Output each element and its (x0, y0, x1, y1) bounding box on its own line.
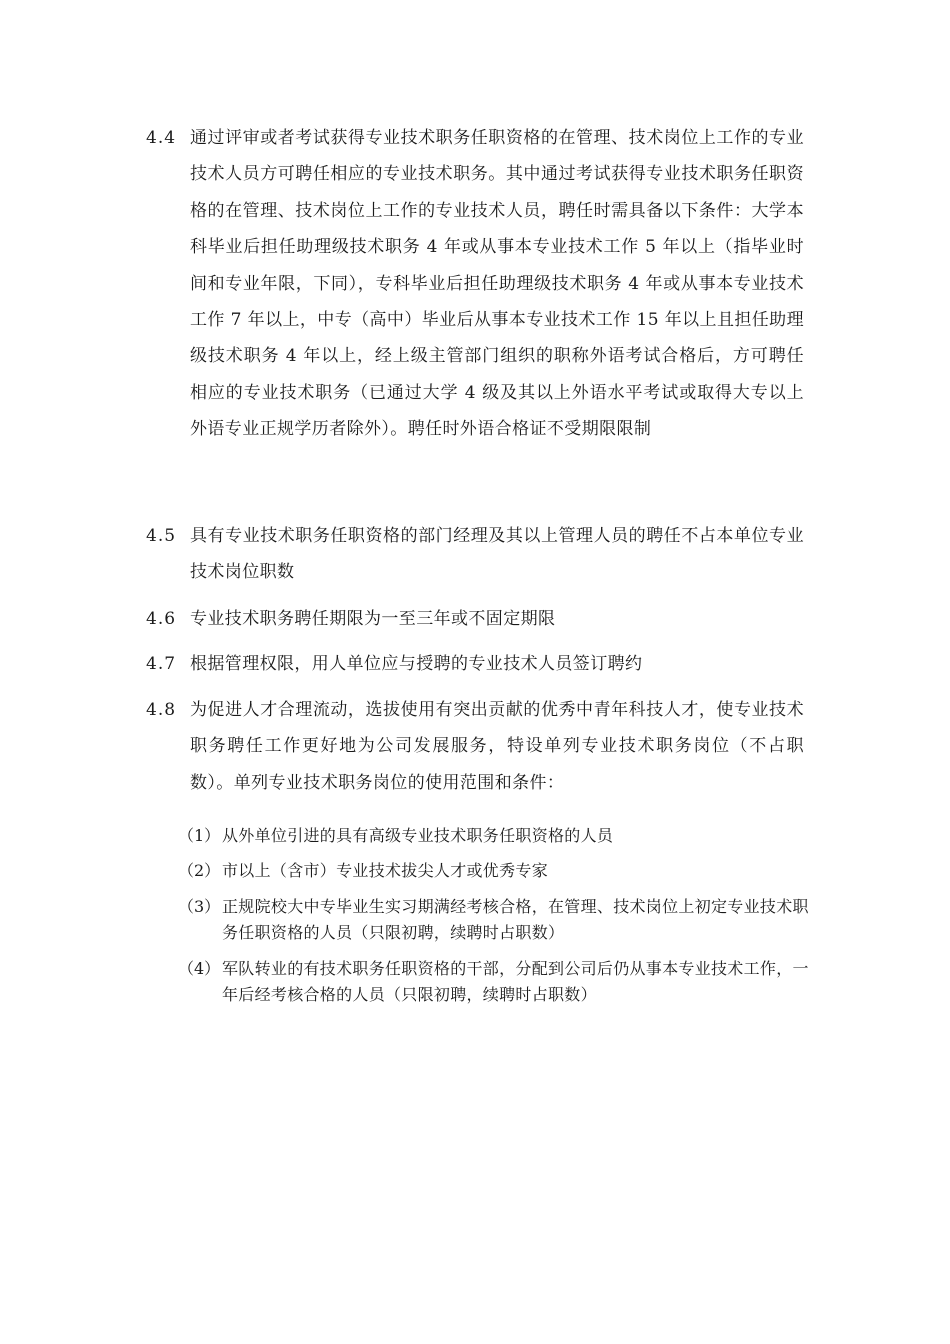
clause-number: 4.6 (146, 609, 177, 629)
sub-item-number: （4） (178, 959, 221, 978)
clause-number: 4.8 (146, 700, 177, 720)
clause-text: 通过评审或者考试获得专业技术职务任职资格的在管理、技术岗位上工作的专业技术人员方可聘任相应的专业技术职务。其中通过考试获得专业技术职务任职资格的在管理、技术岗位上工作的专业技术人员，聘任时需具备以下条件：大学本科毕业后担任助理级技术职务 4 年或从事本专业技术工作 5 年以上（指毕业时间和专业年限，下同），专科毕业后担任助理级技术职务 4 年或从事本专业技术工作 7 年以上，中专（高中）毕业后从事本专业技术工作 15 年以上且担任助理级技术职务 4 年以上，经上级主管部门组织的职称外语考试合格后，方可聘任相应的专业技术职务（已通过大学 4 级及其以上外语水平考试或取得大专以上外语专业正规学历者除外）。聘任时外语合格证不受期限限制 (190, 128, 804, 440)
sub-item-text: 正规院校大中专毕业生实习期满经考核合格，在管理、技术岗位上初定专业技术职务任职资格的人员（只限初聘，续聘时占职数） (222, 897, 809, 942)
sub-item-2 (178, 855, 818, 884)
sub-item-number: （2） (178, 861, 221, 880)
clause-4-5 (146, 518, 816, 591)
clause-number: 4.4 (146, 128, 177, 148)
sub-item-text: 军队转业的有技术职务任职资格的干部，分配到公司后仍从事本专业技术工作，一年后经考核合格的人员（只限初聘，续聘时占职数） (222, 959, 809, 1004)
sub-item-text: 市以上（含市）专业技术拔尖人才或优秀专家 (222, 861, 549, 880)
sub-item-1 (178, 820, 818, 849)
clause-4-4 (146, 120, 816, 448)
sub-item-text: 从外单位引进的具有高级专业技术职务任职资格的人员 (222, 826, 614, 845)
clause-number: 4.7 (146, 654, 177, 674)
clause-4-6 (146, 601, 816, 637)
clause-4-8 (146, 692, 816, 801)
clause-text: 根据管理权限，用人单位应与授聘的专业技术人员签订聘约 (190, 654, 643, 674)
sub-item-4 (178, 953, 818, 1008)
clause-text: 专业技术职务聘任期限为一至三年或不固定期限 (190, 609, 556, 629)
clause-text: 为促进人才合理流动，选拔使用有突出贡献的优秀中青年科技人才，使专业技术职务聘任工作更好地为公司发展服务，特设单列专业技术职务岗位（不占职数）。单列专业技术职务岗位的使用范围和条件： (190, 700, 804, 793)
clause-text: 具有专业技术职务任职资格的部门经理及其以上管理人员的聘任不占本单位专业技术岗位职数 (190, 526, 804, 583)
clause-number: 4.5 (146, 526, 177, 546)
sub-item-number: （3） (178, 897, 221, 916)
sub-item-number: （1） (178, 826, 221, 845)
clause-4-7 (146, 646, 816, 682)
sub-item-3 (178, 891, 818, 946)
